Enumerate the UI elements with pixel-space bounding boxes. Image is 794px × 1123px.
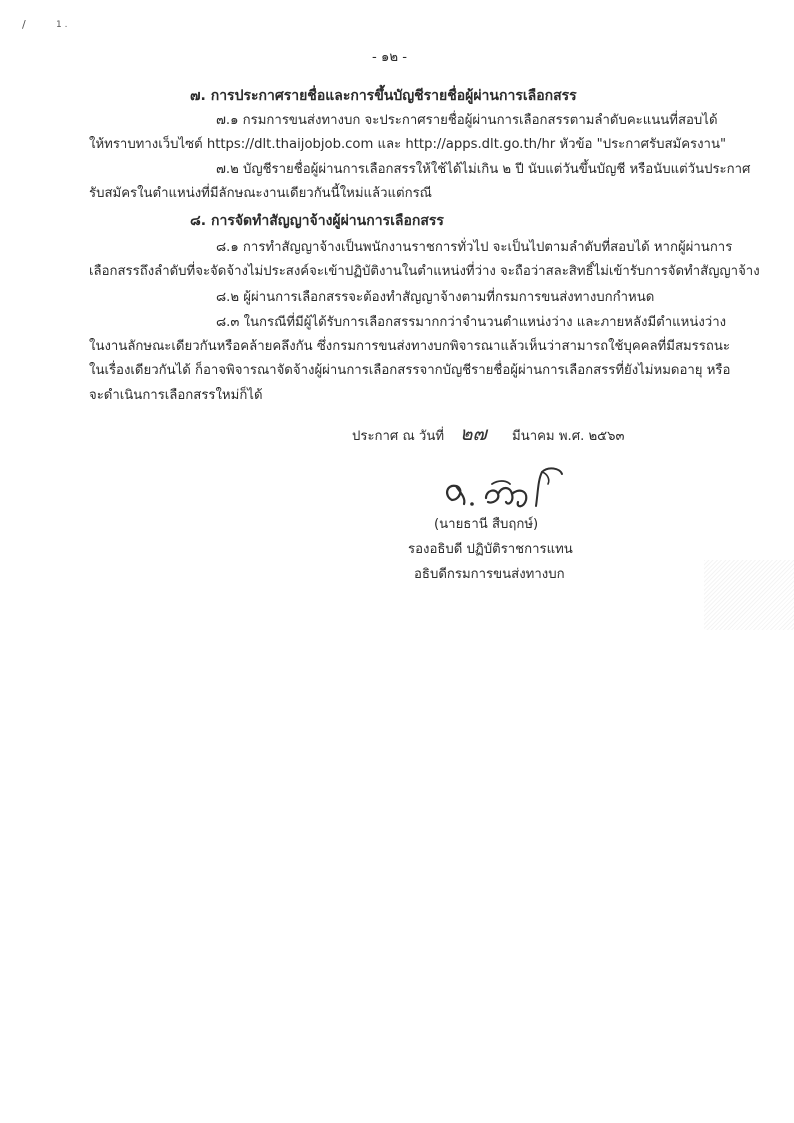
signatory-name: (นายธานี สืบฤกษ์) (434, 517, 539, 532)
signatory-position-line-2: อธิบดีกรมการขนส่งทางบก (414, 567, 565, 582)
section-8-3-line-2: ในงานลักษณะเดียวกันหรือคล้ายคลึงกัน ซึ่งกรมการขนส่งทางบกพิจารณาแล้วเห็นว่าสามารถใช้บุคคลที่มีสมรรถนะ (89, 339, 730, 354)
section-7-1-line-2: ให้ทราบทางเว็บไซต์ https://dlt.thaijobjob.com และ http://apps.dlt.go.th/hr หัวข้อ "ประกาศรับสมัครงาน" (89, 137, 727, 152)
section-8-3-line-4: จะดำเนินการเลือกสรรใหม่ก็ได้ (89, 388, 263, 403)
section-7-1-line-1: ๗.๑ กรมการขนส่งทางบก จะประกาศรายชื่อผู้ผ่านการเลือกสรรตามลำดับคะแนนที่สอบได้ (216, 113, 718, 128)
stray-mark-left: / (22, 18, 26, 31)
section-7-heading: ๗. การประกาศรายชื่อและการขึ้นบัญชีรายชื่อผู้ผ่านการเลือกสรร (190, 88, 577, 104)
section-8-1-line-2: เลือกสรรถึงลำดับที่จะจัดจ้างไม่ประสงค์จะเข้าปฏิบัติงานในตำแหน่งที่ว่าง จะถือว่าสละสิทธิ์ไม่เข้ารับการจัดทำสัญญาจ้าง (89, 264, 760, 279)
announce-month-year: มีนาคม พ.ศ. ๒๕๖๓ (512, 429, 625, 444)
stray-mark-mid: 1 . (56, 20, 68, 30)
section-8-1-line-1: ๘.๑ การทำสัญญาจ้างเป็นพนักงานราชการทั่วไป จะเป็นไปตามลำดับที่สอบได้ หากผู้ผ่านการ (216, 240, 733, 255)
announce-prefix: ประกาศ ณ วันที่ (352, 429, 445, 444)
section-8-2-line-1: ๘.๒ ผู้ผ่านการเลือกสรรจะต้องทำสัญญาจ้างตามที่กรมการขนส่งทางบกกำหนด (216, 290, 655, 305)
section-7-2-line-2: รับสมัครในตำแหน่งที่มีลักษณะงานเดียวกันนี้ใหม่แล้วแต่กรณี (89, 186, 432, 201)
section-8-3-line-1: ๘.๓ ในกรณีที่มีผู้ได้รับการเลือกสรรมากกว่าจำนวนตำแหน่งว่าง และภายหลังมีตำแหน่งว่าง (216, 315, 727, 330)
section-7-2-line-1: ๗.๒ บัญชีรายชื่อผู้ผ่านการเลือกสรรให้ใช้ได้ไม่เกิน ๒ ปี นับแต่วันขึ้นบัญชี หรือนับแต่วันประกาศ (216, 162, 751, 177)
section-8-heading: ๘. การจัดทำสัญญาจ้างผู้ผ่านการเลือกสรร (190, 213, 444, 229)
announce-day-handwritten: ๒๗ (460, 423, 487, 445)
page-number: - ๑๒ - (372, 50, 407, 65)
scan-artifact (704, 560, 794, 630)
signatory-position-line-1: รองอธิบดี ปฏิบัติราชการแทน (408, 542, 573, 557)
section-8-3-line-3: ในเรื่องเดียวกันได้ ก็อาจพิจารณาจัดจ้างผู้ผ่านการเลือกสรรจากบัญชีรายชื่อผู้ผ่านการเลือกสรรที่ยังไม่หมดอายุ หรือ (89, 363, 731, 378)
